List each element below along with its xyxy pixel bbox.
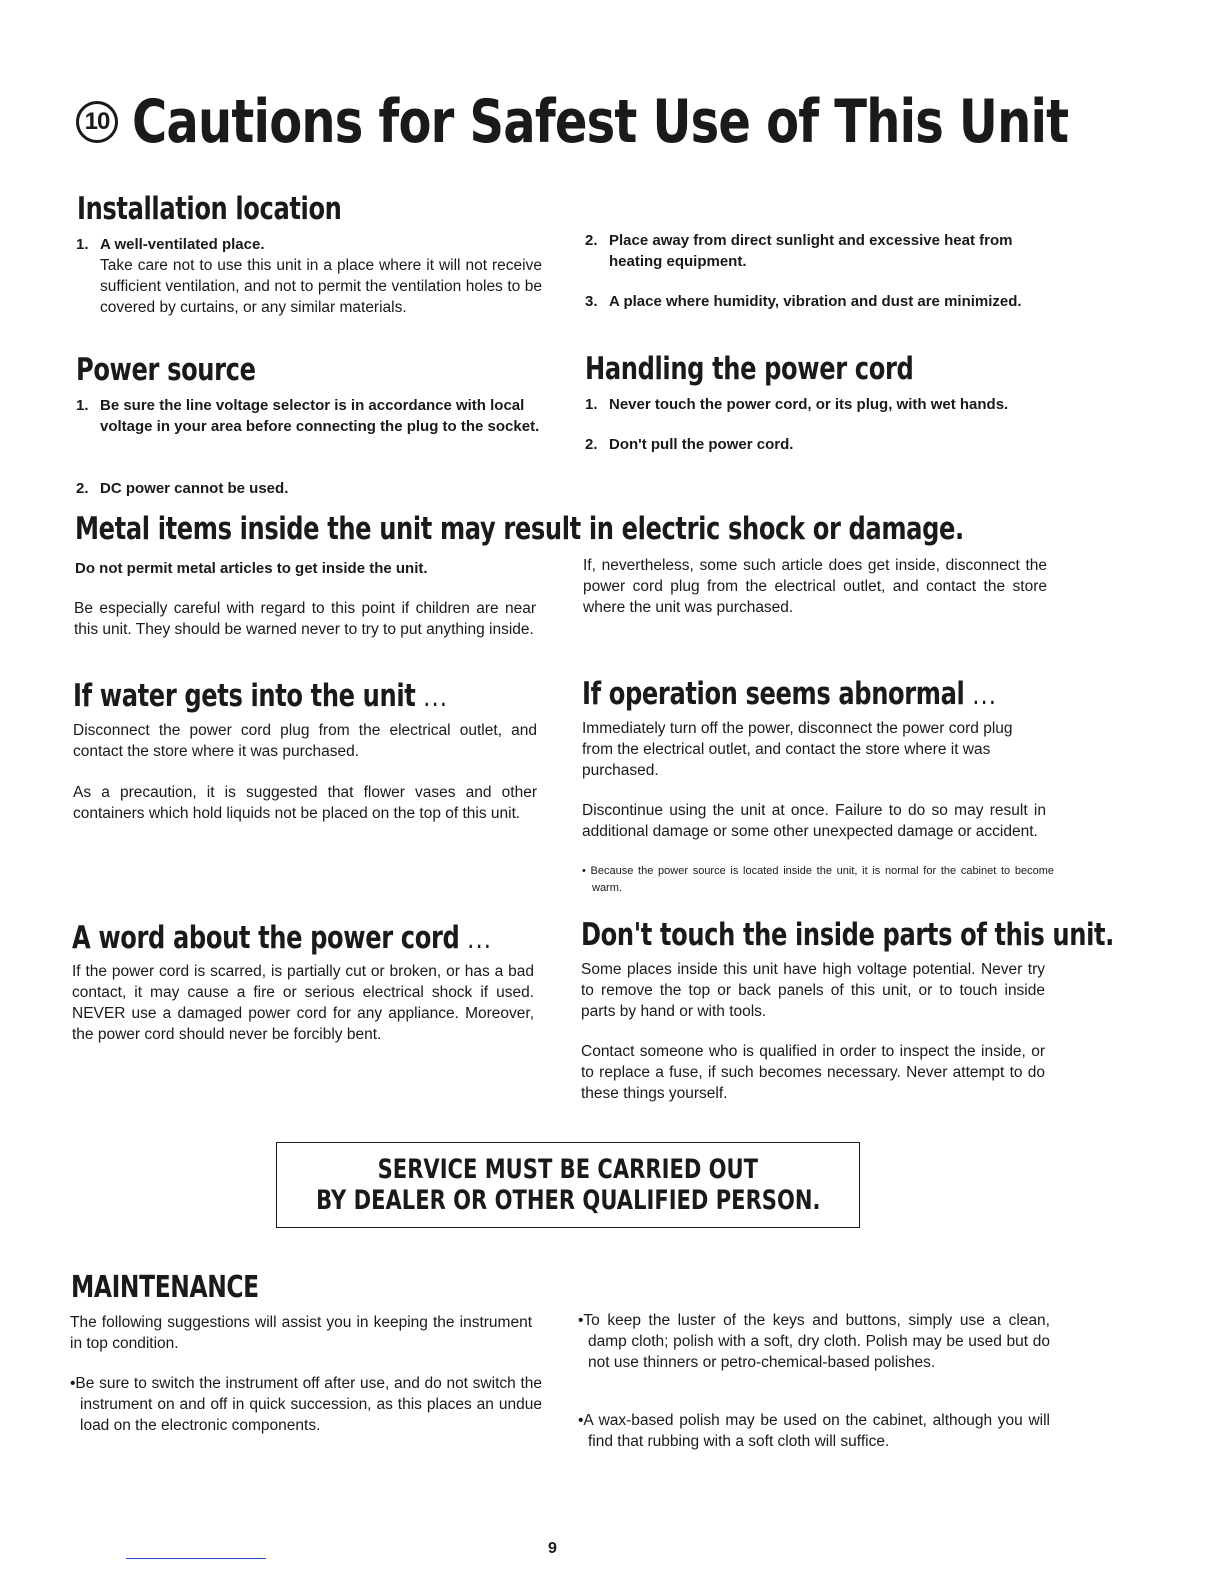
footer-rule	[126, 1558, 266, 1559]
item-text: Never touch the power cord, or its plug, with wet hands.	[609, 396, 1009, 413]
item-title: A place where humidity, vibration and dust are minimized.	[609, 293, 1022, 310]
page-number: 9	[548, 1540, 557, 1557]
item-number: 3.	[585, 293, 598, 310]
ellipsis: ...	[423, 678, 449, 713]
service-notice-line-2: BY DEALER OR OTHER QUALIFIED PERSON.	[315, 1185, 821, 1216]
item-number: 1.	[585, 396, 598, 413]
item-text: Don't pull the power cord.	[609, 436, 794, 453]
installation-item-2	[585, 230, 1055, 272]
service-notice-box	[276, 1142, 860, 1228]
item-number: 1.	[76, 397, 89, 414]
power-cord-handling-heading: Handling the power cord	[585, 351, 914, 387]
installation-heading: Installation location	[77, 191, 342, 227]
power-cord-item-2	[585, 434, 1055, 455]
power-source-heading: Power source	[76, 352, 256, 388]
inside-parts-heading: Don't touch the inside parts of this unit.	[581, 917, 1114, 953]
water-paragraph-1: Disconnect the power cord plug from the electrical outlet, and contact the store where it was purchased.	[73, 722, 537, 760]
maintenance-heading: MAINTENANCE	[71, 1270, 259, 1305]
page-title	[76, 87, 1224, 157]
water-heading-text: If water gets into the unit	[73, 678, 416, 714]
installation-item-3	[585, 291, 1065, 312]
maintenance-bullet-3: •A wax-based polish may be used on the cabinet, although you will find that rubbing with a soft cloth will suffice.	[578, 1412, 1050, 1450]
power-source-item-2	[76, 478, 542, 499]
power-source-item-1	[76, 395, 542, 437]
power-cord-word-heading	[72, 922, 492, 954]
section-number-badge: 10	[76, 101, 118, 143]
abnormal-paragraph-2: Discontinue using the unit at once. Failure to do so may result in additional damage or some other unexpected damage or accident.	[582, 802, 1046, 840]
abnormal-note: • Because the power source is located inside the unit, it is normal for the cabinet to become warm.	[582, 865, 1054, 894]
item-title: Place away from direct sunlight and excessive heat from heating equipment.	[609, 232, 1013, 270]
item-number: 1.	[76, 236, 89, 253]
item-text: DC power cannot be used.	[100, 480, 289, 497]
metal-items-left-body: Be especially careful with regard to this point if children are near this unit. They should be warned never to try to put anything inside.	[74, 600, 536, 638]
inside-parts-paragraph-1: Some places inside this unit have high voltage potential. Never try to remove the top or back panels of this unit, or to touch inside parts by hand or with tools.	[581, 961, 1045, 1020]
maintenance-intro: The following suggestions will assist you in keeping the instrument in top condition.	[70, 1314, 532, 1352]
maintenance-bullet-1: •Be sure to switch the instrument off after use, and do not switch the instrument on and off in quick succession, as this places an undue load on the electronic components.	[70, 1375, 542, 1434]
inside-parts-paragraph-2: Contact someone who is qualified in order to inspect the inside, or to replace a fuse, if such becomes necessary. Never attempt to do these things yourself.	[581, 1043, 1045, 1102]
item-body: Take care not to use this unit in a place where it will not receive sufficient ventilation, and not to permit the ventilation holes to be covered by curtains, or any similar materials.	[100, 257, 542, 316]
installation-item-1	[76, 234, 542, 318]
power-cord-word-paragraph: If the power cord is scarred, is partially cut or broken, or has a bad contact, it may cause a fire or serious electrical shock if used. NEVER use a damaged power cord for any appliance. Moreover, the power cord should never be forcibly bent.	[72, 963, 534, 1043]
power-cord-word-heading-text: A word about the power cord	[72, 920, 460, 956]
metal-items-lead: Do not permit metal articles to get inside the unit.	[75, 560, 428, 577]
item-title: A well-ventilated place.	[100, 236, 265, 253]
service-notice-line-1: SERVICE MUST BE CARRIED OUT	[377, 1154, 759, 1185]
item-number: 2.	[585, 436, 598, 453]
metal-items-right-body: If, nevertheless, some such article does get inside, disconnect the power cord plug from the electrical outlet, and contact the store where the unit was purchased.	[583, 557, 1047, 616]
water-paragraph-2: As a precaution, it is suggested that flower vases and other containers which hold liquids not be placed on the top of this unit.	[73, 784, 537, 822]
abnormal-heading-text: If operation seems abnormal	[582, 676, 965, 712]
maintenance-bullet-2: •To keep the luster of the keys and buttons, simply use a clean, damp cloth; polish with a soft, dry cloth. Polish may be used but do not use thinners or petro-chemical-based polishes.	[578, 1312, 1050, 1371]
abnormal-paragraph-1: Immediately turn off the power, disconnect the power cord plug from the electrical outlet, and contact the store where it was purchased.	[582, 720, 1013, 779]
ellipsis: ...	[467, 920, 493, 955]
water-heading	[73, 680, 448, 712]
item-text: Be sure the line voltage selector is in accordance with local voltage in your area before connecting the plug to the socket.	[100, 397, 540, 435]
metal-items-heading: Metal items inside the unit may result in electric shock or damage.	[75, 511, 964, 547]
power-cord-item-1	[585, 394, 1055, 415]
item-number: 2.	[585, 232, 598, 249]
ellipsis: ...	[972, 676, 998, 711]
page-title-text: Cautions for Safest Use of This Unit	[132, 87, 1069, 157]
abnormal-heading	[582, 678, 997, 710]
item-number: 2.	[76, 480, 89, 497]
